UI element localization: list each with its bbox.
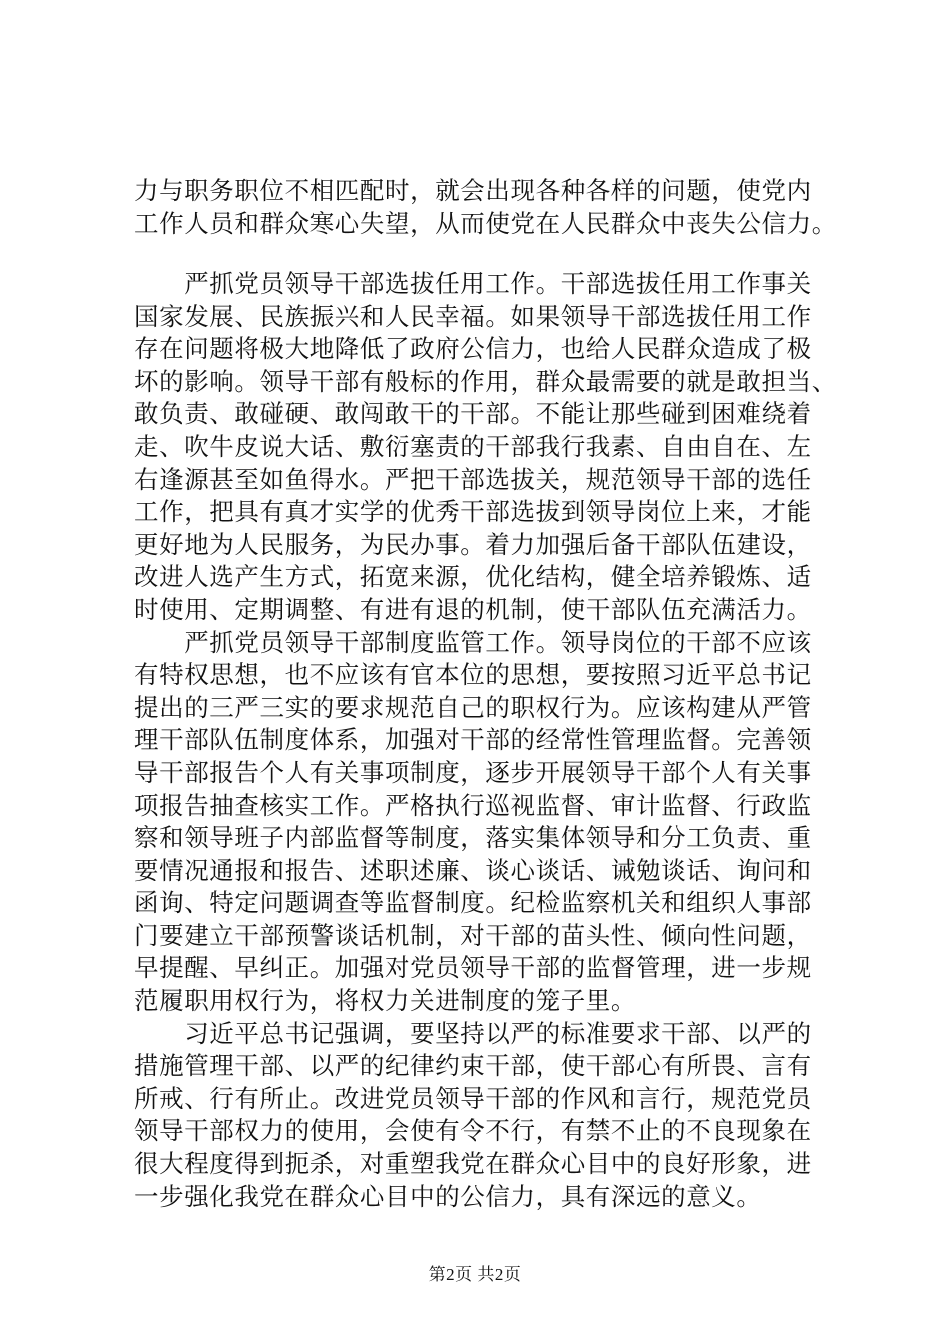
- text-line: 坏的影响。领导干部有般标的作用，群众最需要的就是敢担当、: [134, 366, 837, 396]
- text-line: 项报告抽查核实工作。严格执行巡视监督、审计监督、行政监: [134, 790, 812, 820]
- text-line: 时使用、定期调整、有进有退的机制，使干部队伍充满活力。: [134, 594, 812, 624]
- text-line: 更好地为人民服务，为民办事。着力加强后备干部队伍建设，: [134, 529, 812, 559]
- text-line: 存在问题将极大地降低了政府公信力，也给人民群众造成了极: [134, 334, 812, 364]
- text-line: 提出的三严三实的要求规范自己的职权行为。应该构建从严管: [134, 692, 812, 722]
- text-line: 工作，把具有真才实学的优秀干部选拔到领导岗位上来，才能: [134, 497, 812, 527]
- text-line: 函询、特定问题调查等监督制度。纪检监察机关和组织人事部: [134, 888, 812, 918]
- text-line: 右逢源甚至如鱼得水。严把干部选拔关，规范领导干部的选任: [134, 464, 812, 494]
- text-line: 早提醒、早纠正。加强对党员领导干部的监督管理，进一步规: [134, 953, 812, 983]
- text-line: 国家发展、民族振兴和人民幸福。如果领导干部选拔任用工作: [134, 301, 812, 331]
- text-line: 领导干部权力的使用，会使有令不行，有禁不止的不良现象在: [134, 1116, 812, 1146]
- text-line: 有特权思想，也不应该有官本位的思想，要按照习近平总书记: [134, 660, 812, 690]
- body-text: [134, 268, 854, 1213]
- text-line: 走、吹牛皮说大话、敷衍塞责的干部我行我素、自由自在、左: [134, 431, 812, 461]
- text-line: 很大程度得到扼杀，对重塑我党在群众心目中的良好形象，进: [134, 1149, 812, 1179]
- page-number-footer: 第2页 共2页: [428, 1265, 522, 1284]
- text-line: 措施管理干部、以严的纪律约束干部，使干部心有所畏、言有: [134, 1051, 812, 1081]
- text-line: 门要建立干部预警谈话机制，对干部的苗头性、倾向性问题，: [134, 920, 812, 950]
- text-line: 导干部报告个人有关事项制度，逐步开展领导干部个人有关事: [134, 757, 812, 787]
- text-line: 理干部队伍制度体系，加强对干部的经常性管理监督。完善领: [134, 725, 812, 755]
- text-line: 一步强化我党在群众心目中的公信力，具有深远的意义。: [134, 1181, 762, 1211]
- text-line: 改进人选产生方式，拓宽来源，优化结构，健全培养锻炼、适: [134, 562, 812, 592]
- text-line: 严抓党员领导干部制度监管工作。领导岗位的干部不应该: [134, 627, 812, 657]
- text-line: 工作人员和群众寒心失望，从而使党在人民群众中丧失公信力。: [134, 208, 837, 238]
- text-line: 严抓党员领导干部选拔任用工作。干部选拔任用工作事关: [134, 269, 812, 298]
- text-line: 察和领导班子内部监督等制度，落实集体领导和分工负责、重: [134, 823, 812, 853]
- intro-paragraph: [134, 175, 854, 240]
- text-line: 力与职务职位不相匹配时，就会出现各种各样的问题，使党内: [134, 176, 812, 205]
- text-line: 所戒、行有所止。改进党员领导干部的作风和言行，规范党员: [134, 1083, 812, 1113]
- text-line: 敢负责、敢碰硬、敢闯敢干的干部。不能让那些碰到困难绕着: [134, 399, 812, 429]
- text-line: 要情况通报和报告、述职述廉、谈心谈话、诫勉谈话、询问和: [134, 855, 812, 885]
- text-line: 范履职用权行为，将权力关进制度的笼子里。: [134, 986, 636, 1016]
- text-line: 习近平总书记强调，要坚持以严的标准要求干部、以严的: [134, 1018, 812, 1048]
